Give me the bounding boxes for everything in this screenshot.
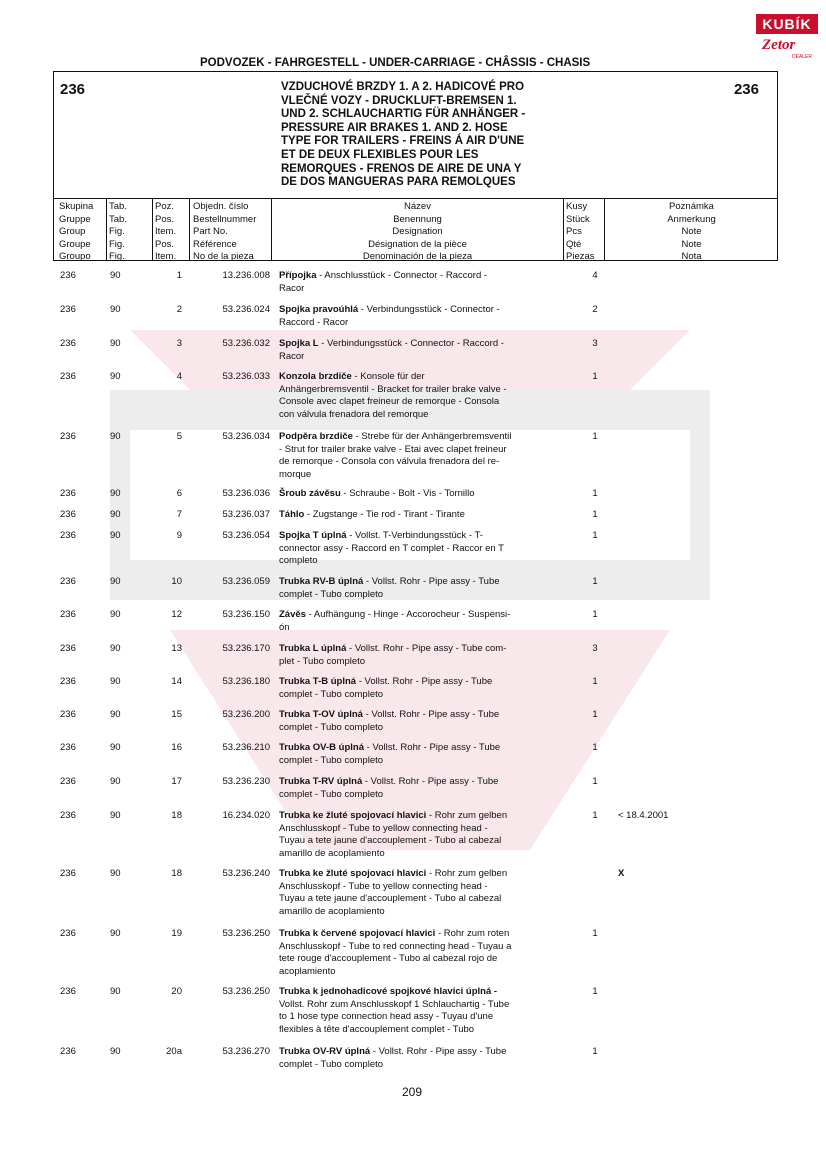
- col-label: Fig.: [109, 251, 125, 263]
- designation-line: Spojka L - Verbindungsstück - Connector - Raccord -: [279, 338, 504, 349]
- col-label: Désignation de la pièce: [368, 238, 467, 250]
- logo-brand: KUBÍK: [756, 14, 818, 34]
- designation-line: Raccord - Racor: [279, 316, 349, 328]
- row-qty: 1: [592, 371, 598, 382]
- row-qty: 1: [592, 742, 598, 753]
- row-part-number: 16.234.020: [222, 810, 270, 821]
- designation-line: to 1 hose type connection head assy - Tuyau d'une: [279, 1011, 494, 1022]
- row-designation: [279, 304, 559, 329]
- group-title-line: VZDUCHOVÉ BRZDY 1. A 2. HADICOVÉ PRO: [281, 81, 525, 93]
- row-designation: [279, 868, 559, 918]
- col-label: Gruppe: [59, 213, 91, 225]
- designation-line: Konzola brzdiče - Konsole für der: [279, 371, 425, 382]
- group-title-line: TYPE FOR TRAILERS - FREINS Á AIR D'UNE: [281, 135, 525, 148]
- row-group: 236: [60, 509, 76, 520]
- row-pos: 3: [176, 338, 182, 349]
- col-label: Skupina: [59, 201, 94, 212]
- row-pos: 16: [171, 742, 182, 753]
- col-label: Benennung: [393, 213, 442, 225]
- col-label: Piezas: [566, 251, 595, 263]
- designation-line: complet - Tubo completo: [279, 721, 384, 733]
- row-part-number: 13.236.008: [222, 270, 270, 281]
- row-designation: [279, 509, 559, 522]
- designation-line: Spojka pravoúhlá - Verbindungsstück - Connector -: [279, 304, 500, 315]
- row-group: 236: [60, 1046, 76, 1057]
- row-part-number: 53.236.034: [222, 431, 270, 442]
- row-tab: 90: [110, 643, 121, 654]
- row-part-number: 53.236.054: [222, 530, 270, 541]
- row-pos: 18: [171, 810, 182, 821]
- row-designation: [279, 810, 559, 860]
- row-group: 236: [60, 868, 76, 879]
- row-tab: 90: [110, 509, 121, 520]
- col-label: Group: [59, 226, 86, 238]
- row-pos: 9: [176, 530, 182, 541]
- row-pos: 18: [171, 868, 182, 879]
- row-qty: 1: [592, 1046, 598, 1057]
- col-tab: [106, 199, 152, 261]
- designation-line: complet - Tubo completo: [279, 788, 384, 800]
- row-tab: 90: [110, 270, 121, 281]
- row-designation: [279, 1046, 559, 1071]
- row-designation: [279, 530, 559, 568]
- row-part-number: 53.236.150: [222, 609, 270, 620]
- group-title-line: DE DOS MANGUERAS PARA REMOLQUES: [281, 176, 516, 189]
- row-group: 236: [60, 643, 76, 654]
- col-group: [59, 199, 109, 261]
- row-qty: 2: [592, 304, 598, 315]
- row-pos: 10: [171, 576, 182, 587]
- row-qty: 1: [592, 776, 598, 787]
- designation-line: Trubka k červené spojovací hlavici - Rohr zum roten: [279, 928, 510, 939]
- designation-line: morque: [279, 468, 312, 480]
- row-tab: 90: [110, 530, 121, 541]
- col-label: Fig.: [109, 226, 125, 238]
- col-label: Poznámka: [669, 201, 714, 212]
- designation-line: complet - Tubo completo: [279, 754, 384, 766]
- row-part-number: 53.236.250: [222, 986, 270, 997]
- row-designation: [279, 742, 559, 767]
- col-qty: [563, 199, 604, 261]
- row-group: 236: [60, 609, 76, 620]
- row-tab: 90: [110, 338, 121, 349]
- designation-line: Vollst. Rohr zum Anschlusskopf 1 Schlauchartig - Tube: [279, 998, 510, 1010]
- col-label: Référence: [193, 238, 237, 250]
- col-label: Pcs: [566, 226, 582, 238]
- row-pos: 13: [171, 643, 182, 654]
- row-tab: 90: [110, 676, 121, 687]
- row-part-number: 53.236.170: [222, 643, 270, 654]
- row-designation: [279, 986, 559, 1036]
- row-part-number: 53.236.200: [222, 709, 270, 720]
- column-headers: [54, 198, 777, 261]
- row-tab: 90: [110, 868, 121, 879]
- designation-line: con válvula frenadora del remorque: [279, 408, 429, 420]
- row-part-number: 53.236.036: [222, 488, 270, 499]
- row-pos: 12: [171, 609, 182, 620]
- row-designation: [279, 338, 559, 363]
- col-label: Note: [681, 238, 702, 250]
- group-number-right: 236: [733, 81, 759, 98]
- designation-line: Anschlusskopf - Tube to yellow connecting head -: [279, 822, 488, 834]
- row-qty: 1: [592, 928, 598, 939]
- row-qty: 1: [592, 810, 598, 821]
- row-designation: [279, 488, 559, 501]
- designation-line: tete rouge d'accouplement - Tubo al cabezal rojo de: [279, 953, 498, 964]
- row-designation: [279, 576, 559, 601]
- col-label: Note: [681, 226, 702, 238]
- row-pos: 1: [176, 270, 182, 281]
- row-designation: [279, 928, 559, 978]
- designation-line: Anschlusskopf - Tube to yellow connecting head -: [279, 880, 488, 892]
- designation-line: complet - Tubo completo: [279, 688, 384, 700]
- row-pos: 15: [171, 709, 182, 720]
- col-label: Bestellnummer: [193, 213, 257, 225]
- row-qty: 3: [592, 643, 598, 654]
- row-tab: 90: [110, 709, 121, 720]
- row-group: 236: [60, 270, 76, 281]
- row-designation: [279, 776, 559, 801]
- designation-line: Trubka T-B úplná - Vollst. Rohr - Pipe assy - Tube: [279, 676, 493, 687]
- row-tab: 90: [110, 742, 121, 753]
- col-label: Pos.: [155, 238, 175, 250]
- row-group: 236: [60, 928, 76, 939]
- designation-line: Trubka T-RV úplná - Vollst. Rohr - Pipe assy - Tube: [279, 776, 499, 787]
- row-tab: 90: [110, 776, 121, 787]
- row-group: 236: [60, 304, 76, 315]
- row-group: 236: [60, 371, 76, 382]
- row-tab: 90: [110, 1046, 121, 1057]
- row-qty: 1: [592, 676, 598, 687]
- row-pos: 2: [176, 304, 182, 315]
- row-pos: 4: [176, 371, 182, 382]
- group-title: [281, 81, 571, 190]
- col-label: Kusy: [566, 201, 588, 212]
- col-label: Tab.: [109, 201, 127, 212]
- row-group: 236: [60, 776, 76, 787]
- group-title-line: PRESSURE AIR BRAKES 1. AND 2. HOSE: [281, 121, 508, 134]
- group-title-line: VLEČNÉ VOZY - DRUCKLUFT-BREMSEN 1.: [281, 94, 517, 107]
- designation-line: Trubka ke žluté spojovací hlavici - Rohr zum gelben: [279, 810, 508, 821]
- designation-line: amarillo de acoplamiento: [279, 905, 385, 917]
- row-part-number: 53.236.230: [222, 776, 270, 787]
- designation-line: Trubka k jednohadicové spojkové hlavici úplná -: [279, 986, 498, 997]
- designation-line: Šroub závěsu - Schraube - Bolt - Vis - Tornillo: [279, 488, 475, 499]
- designation-line: amarillo de acoplamiento: [279, 847, 385, 859]
- row-group: 236: [60, 576, 76, 587]
- row-designation: [279, 431, 559, 481]
- col-label: Nota: [681, 251, 702, 263]
- designation-line: ón: [279, 621, 290, 633]
- row-qty: 1: [592, 509, 598, 520]
- logo-tag: DEALER: [792, 54, 813, 60]
- col-label: No de la pieza: [193, 251, 254, 263]
- row-designation: [279, 643, 559, 668]
- row-qty: 3: [592, 338, 598, 349]
- designation-line: Trubka OV-RV úplná - Vollst. Rohr - Pipe assy - Tube: [279, 1046, 507, 1057]
- group-number: 236: [60, 81, 86, 98]
- row-pos: 20a: [166, 1046, 182, 1057]
- col-label: Objedn. číslo: [193, 201, 249, 212]
- row-qty: 1: [592, 431, 598, 442]
- row-part-number: 53.236.270: [222, 1046, 270, 1057]
- row-group: 236: [60, 676, 76, 687]
- row-pos: 20: [171, 986, 182, 997]
- row-note: < 18.4.2001: [618, 810, 669, 821]
- row-qty: 1: [592, 488, 598, 499]
- designation-line: Trubka OV-B úplná - Vollst. Rohr - Pipe assy - Tube: [279, 742, 501, 753]
- row-pos: 5: [176, 431, 182, 442]
- row-tab: 90: [110, 609, 121, 620]
- row-qty: 1: [592, 576, 598, 587]
- row-group: 236: [60, 709, 76, 720]
- designation-line: Trubka ke žluté spojovací hlavici - Rohr zum gelben: [279, 868, 508, 879]
- row-tab: 90: [110, 431, 121, 442]
- designation-line: flexibles à tête d'accouplement complet - Tubo: [279, 1023, 475, 1035]
- row-pos: 19: [171, 928, 182, 939]
- designation-line: Přípojka - Anschlusstück - Connector - Raccord -: [279, 270, 488, 281]
- col-pos: [152, 199, 189, 261]
- designation-line: Racor: [279, 350, 305, 362]
- row-note: X: [618, 868, 625, 879]
- row-pos: 6: [176, 488, 182, 499]
- designation-line: connector assy - Raccord en T complet - Raccor en T: [279, 542, 504, 554]
- row-part-number: 53.236.037: [222, 509, 270, 520]
- col-label: Designation: [392, 226, 443, 238]
- row-designation: [279, 270, 559, 295]
- row-qty: 1: [592, 986, 598, 997]
- row-pos: 14: [171, 676, 182, 687]
- row-qty: 1: [592, 530, 598, 541]
- row-tab: 90: [110, 810, 121, 821]
- kubik-zetor-logo: [756, 14, 818, 64]
- designation-line: acoplamiento: [279, 965, 336, 977]
- page-number: 209: [402, 1085, 423, 1099]
- row-designation: [279, 371, 559, 421]
- designation-line: Podpěra brzdiče - Strebe für der Anhängerbremsventil: [279, 431, 512, 442]
- designation-line: Táhlo - Zugstange - Tie rod - Tirant - Tirante: [279, 509, 465, 520]
- row-designation: [279, 709, 559, 734]
- col-label: Denominación de la pieza: [362, 251, 473, 263]
- row-qty: 1: [592, 609, 598, 620]
- row-designation: [279, 676, 559, 701]
- row-tab: 90: [110, 928, 121, 939]
- row-pos: 17: [171, 776, 182, 787]
- row-part-number: 53.236.033: [222, 371, 270, 382]
- row-group: 236: [60, 810, 76, 821]
- section-title: PODVOZEK - FAHRGESTELL - UNDER-CARRIAGE - CHÂSSIS - CHASIS: [200, 57, 591, 69]
- row-tab: 90: [110, 371, 121, 382]
- col-label: Item.: [155, 251, 177, 263]
- col-label: Poz.: [155, 201, 175, 212]
- col-label: Part No.: [193, 226, 228, 238]
- designation-line: Tuyau a tete jaune d'accouplement - Tubo al cabezal: [279, 835, 502, 846]
- group-header: [53, 71, 778, 261]
- row-tab: 90: [110, 986, 121, 997]
- designation-line: Závěs - Aufhängung - Hinge - Accorocheur - Suspensi-: [279, 609, 511, 620]
- col-label: Groupe: [59, 238, 91, 250]
- row-qty: 4: [592, 270, 598, 281]
- row-group: 236: [60, 986, 76, 997]
- row-tab: 90: [110, 488, 121, 499]
- row-part-number: 53.236.059: [222, 576, 270, 587]
- col-label: Stück: [566, 213, 590, 225]
- designation-line: Anschlusskopf - Tube to red connecting head - Tuyau a: [279, 940, 512, 952]
- col-label: Název: [404, 201, 431, 212]
- row-group: 236: [60, 431, 76, 442]
- row-part-number: 53.236.024: [222, 304, 270, 315]
- designation-line: Console avec clapet freineur de remorque - Consola: [279, 396, 500, 407]
- row-part-number: 53.236.250: [222, 928, 270, 939]
- row-part-number: 53.236.032: [222, 338, 270, 349]
- row-group: 236: [60, 742, 76, 753]
- group-title-line: ET DE DEUX FLEXIBLES POUR LES: [281, 148, 479, 161]
- group-title-line: UND 2. SCHLAUCHARTIG FÜR ANHÄNGER -: [281, 108, 526, 121]
- designation-line: Racor: [279, 282, 305, 294]
- row-qty: 1: [592, 709, 598, 720]
- col-label: Pos.: [155, 213, 175, 225]
- designation-line: completo: [279, 555, 318, 566]
- designation-line: Trubka RV-B úplná - Vollst. Rohr - Pipe assy - Tube: [279, 576, 500, 587]
- col-part: [189, 199, 271, 261]
- row-pos: 7: [176, 509, 182, 520]
- col-note: [604, 199, 778, 261]
- col-label: Groupo: [59, 251, 91, 263]
- row-part-number: 53.236.180: [222, 676, 270, 687]
- col-label: Tab.: [109, 213, 127, 225]
- logo-sub: Zetor: [762, 37, 796, 53]
- row-tab: 90: [110, 304, 121, 315]
- row-group: 236: [60, 530, 76, 541]
- col-label: Item.: [155, 226, 177, 238]
- row-part-number: 53.236.240: [222, 868, 270, 879]
- designation-line: plet - Tubo completo: [279, 655, 366, 667]
- col-name: [271, 199, 563, 261]
- col-label: Qté: [566, 238, 582, 250]
- designation-line: Trubka L úplná - Vollst. Rohr - Pipe assy - Tube com-: [279, 643, 507, 654]
- row-tab: 90: [110, 576, 121, 587]
- designation-line: complet - Tubo completo: [279, 588, 384, 600]
- designation-line: complet - Tubo completo: [279, 1058, 384, 1070]
- group-title-line: REMORQUES - FRENOS DE AIRE DE UNA Y: [281, 162, 522, 175]
- col-label: Fig.: [109, 238, 125, 250]
- designation-line: Anhängerbremsventil - Bracket for trailer brake valve -: [279, 383, 507, 395]
- designation-line: de remorque - Consola con válvula frenadora del re-: [279, 456, 500, 467]
- col-label: Anmerkung: [667, 213, 716, 225]
- designation-line: Spojka T úplná - Vollst. T-Verbindungsstück - T-: [279, 530, 483, 541]
- row-group: 236: [60, 488, 76, 499]
- designation-line: - Strut for trailer brake valve - Etai avec clapet freineur: [279, 443, 507, 455]
- designation-line: Tuyau a tete jaune d'accouplement - Tubo al cabezal: [279, 893, 502, 904]
- designation-line: Trubka T-OV úplná - Vollst. Rohr - Pipe assy - Tube: [279, 709, 500, 720]
- row-designation: [279, 609, 559, 634]
- row-group: 236: [60, 338, 76, 349]
- row-part-number: 53.236.210: [222, 742, 270, 753]
